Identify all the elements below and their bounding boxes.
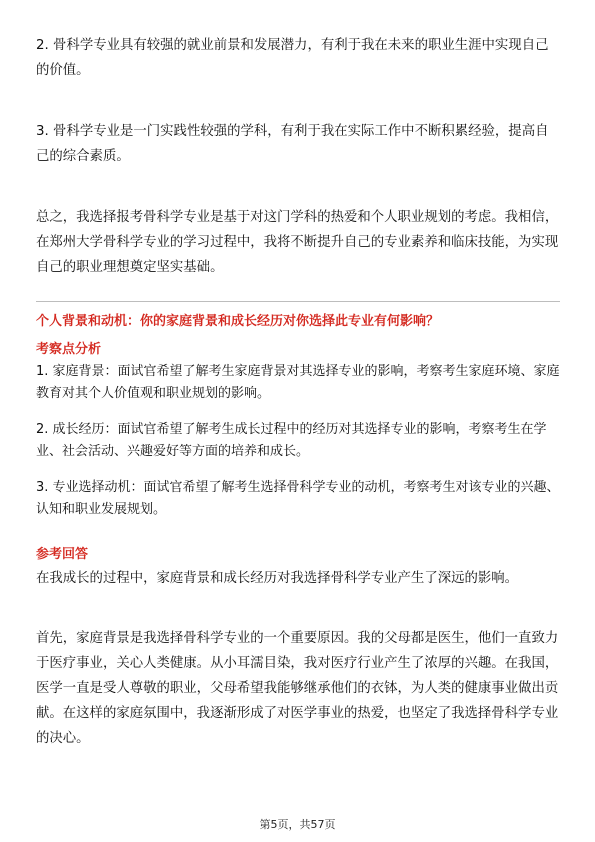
analysis-item-motivation: 3. 专业选择动机：面试官希望了解考生选择骨科学专业的动机，考察考生对该专业的兴趣、认知和职业发展规划。 <box>36 480 560 517</box>
page-number: 第5页，共57页 <box>259 818 336 831</box>
conclusion-paragraph: 总之，我选择报考骨科学专业是基于对这门学科的热爱和个人职业规划的考虑。我相信，在郑州大学骨科学专业的学习过程中，我将不断提升自己的专业素养和临床技能，为实现自己的职业理想奠定坚实基础。 <box>36 210 559 275</box>
analysis-item-family: 1. 家庭背景：面试官希望了解考生家庭背景对其选择专业的影响，考察考生家庭环境、家庭教育对其个人价值观和职业规划的影响。 <box>36 364 560 401</box>
analysis-item-growth: 2. 成长经历：面试官希望了解考生成长过程中的经历对其选择专业的影响，考察考生在学业、社会活动、兴趣爱好等方面的培养和成长。 <box>36 422 547 459</box>
intro-paragraph-2: 2. 骨科学专业具有较强的就业前景和发展潜力，有利于我在未来的职业生涯中实现自己的价值。 <box>36 38 549 78</box>
reference-paragraph-intro: 在我成长的过程中，家庭背景和成长经历对我选择骨科学专业产生了深远的影响。 <box>36 571 519 586</box>
intro-paragraph-3: 3. 骨科学专业是一门实践性较强的学科，有利于我在实际工作中不断积累经验，提高自己的综合素质。 <box>36 124 549 164</box>
reference-title: 参考回答 <box>36 547 89 562</box>
question-heading: 个人背景和动机：你的家庭背景和成长经历对你选择此专业有何影响？ <box>36 314 440 329</box>
section-divider <box>36 301 560 302</box>
reference-paragraph-family: 首先，家庭背景是我选择骨科学专业的一个重要原因。我的父母都是医生，他们一直致力于医疗事业，关心人类健康。从小耳濡目染，我对医疗行业产生了浓厚的兴趣。在我国，医学一直是受人尊敬的职业，父母希望我能够继承他们的衣钵，为人类的健康事业做出贡献。在这样的家庭氛围中，我逐渐形成了对医学事业的热爱，也坚定了我选择骨科学专业的决心。 <box>36 631 559 746</box>
analysis-title: 考察点分析 <box>36 342 102 357</box>
